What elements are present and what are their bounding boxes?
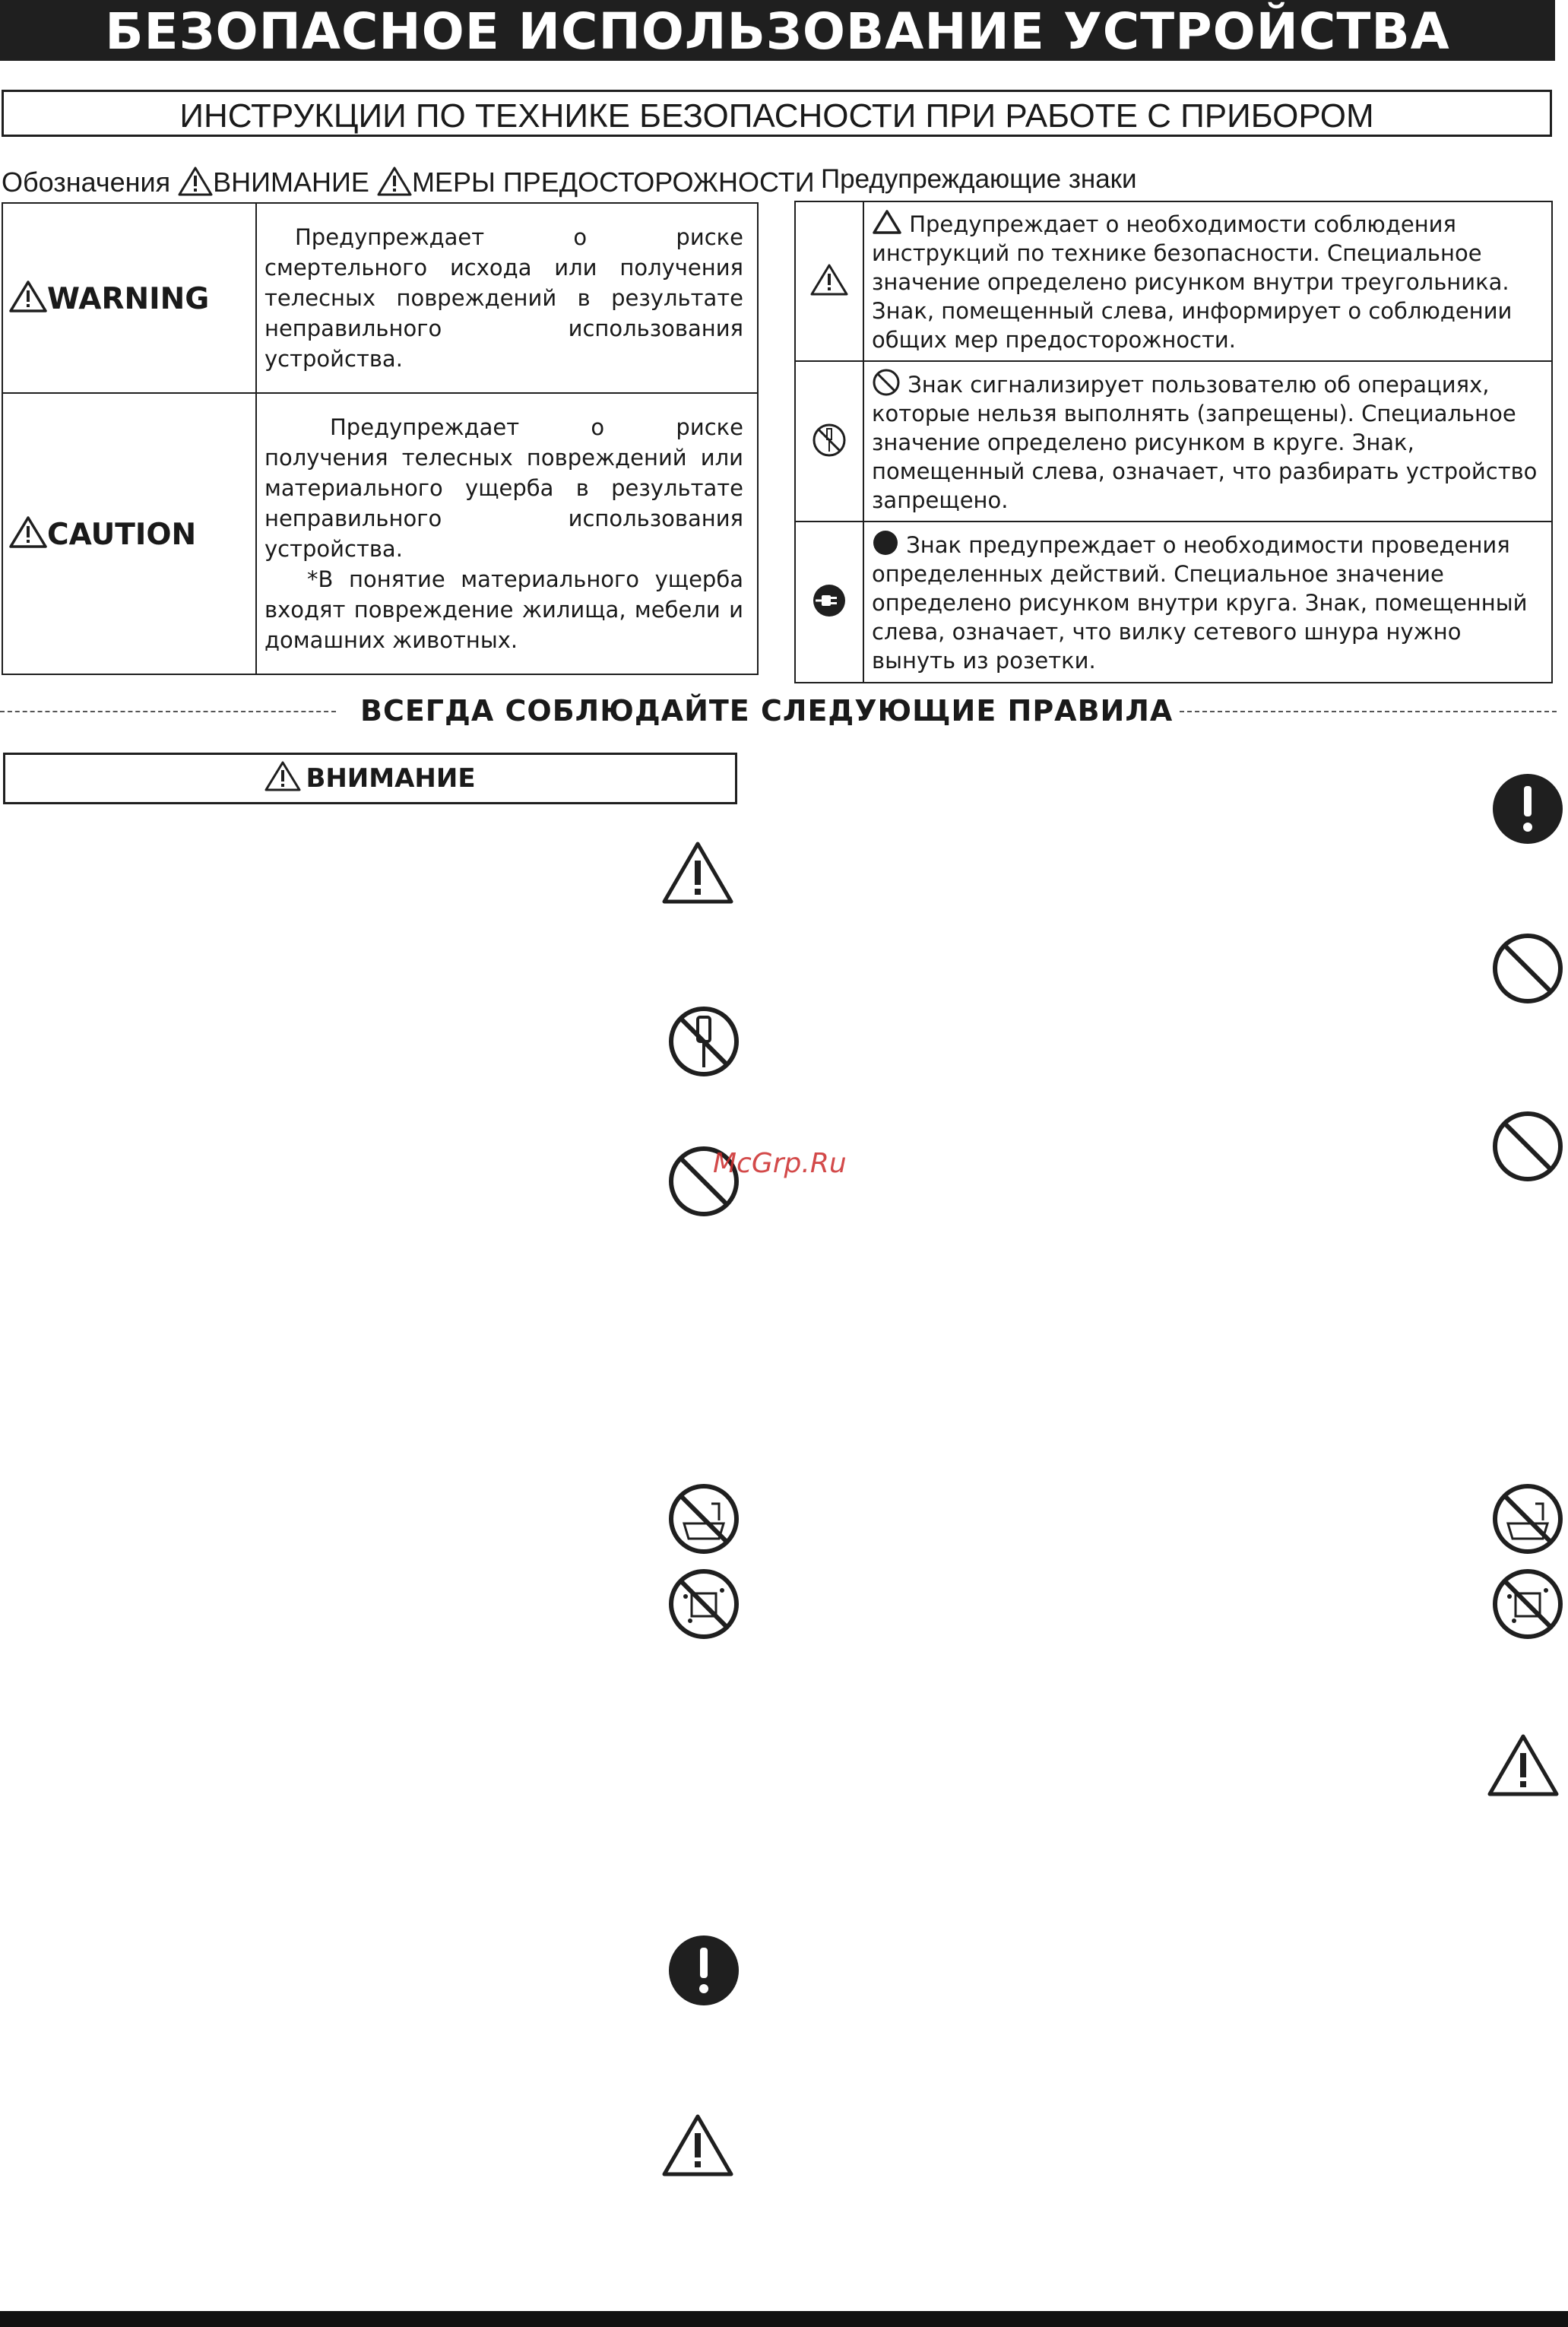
warning-section-header [3, 753, 737, 804]
footer-bar [0, 2311, 1568, 2327]
sign-row-text [863, 361, 1552, 522]
prohibition-icon [1491, 932, 1564, 1005]
no-water-bath-icon [1491, 1482, 1564, 1555]
legend-warning-label: ВНИМАНИЕ [213, 166, 369, 198]
no-wet-hands-icon [1491, 1568, 1564, 1641]
prohibition-icon [872, 368, 901, 397]
sign-caution-text: Предупреждает о необходимости соблюдения инструкций по технике безопасности. Специальное значение определено рисунком внутри треугольника. Знак, помещенный слева, информирует о соблюдении общих мер предосторожности. [872, 211, 1513, 353]
legend-row-warning [2, 203, 758, 393]
triangle-outline-icon [872, 209, 902, 235]
legend-row-description [256, 393, 758, 674]
mandatory-action-icon [667, 1934, 740, 2007]
warning-triangle-icon [178, 166, 213, 196]
legend-caution-label: МЕРЫ ПРЕДОСТОРОЖНОСТИ [411, 166, 815, 198]
legend-prefix: Обозначения [2, 166, 171, 198]
rules-heading: ВСЕГДА СОБЛЮДАЙТЕ СЛЕДУЮЩИЕ ПРАВИЛА [360, 694, 1174, 728]
signs-table [794, 201, 1553, 683]
warning-label: WARNING [47, 282, 210, 316]
no-water-bath-icon [667, 1482, 740, 1555]
page-title: БЕЗОПАСНОЕ ИСПОЛЬЗОВАНИЕ УСТРОЙСТВА [0, 0, 1555, 61]
signs-heading: Предупреждающие знаки [821, 164, 1137, 194]
sign-mandatory-text: Знак предупреждает о необходимости проведения определенных действий. Специальное значение определено рисунком внутри круга. Знак, помещенный слева, означает, что вилку сетевого шнура нужно вынуть из розетки. [872, 532, 1528, 674]
warning-triangle-icon [810, 263, 848, 296]
sign-row-caution [795, 201, 1552, 361]
divider [0, 711, 336, 712]
no-wet-hands-icon [667, 1568, 740, 1641]
legend-table [2, 202, 759, 675]
legend-row-description [256, 203, 758, 393]
warning-triangle-icon [9, 515, 47, 549]
sign-row-icon-cell [795, 201, 863, 361]
warning-box-label: ВНИМАНИЕ [306, 763, 476, 794]
sign-row-mandatory [795, 522, 1552, 683]
divider [1180, 711, 1557, 712]
warning-triangle-icon [265, 760, 301, 792]
legend-row-label [2, 203, 256, 393]
legend-caption [2, 163, 815, 202]
prohibition-icon [1491, 1110, 1564, 1183]
sign-prohibited-text: Знак сигнализирует пользователю об операциях, которые нельзя выполнять (запрещены). Специальное значение определено рисунком в круге. Знак, помещенный слева, означает, что разбирать устройство запрещено. [872, 372, 1538, 513]
warning-description: Предупреждает о риске смертельного исхода или получения телесных повреждений в результате неправильного использования устройства. [265, 224, 743, 372]
warning-triangle-icon [1487, 1733, 1560, 1797]
sign-row-icon-cell [795, 522, 863, 683]
warning-triangle-icon [661, 2113, 734, 2177]
warning-triangle-icon [377, 166, 412, 196]
warning-triangle-icon [9, 280, 47, 313]
caution-footnote: *В понятие материального ущерба входят повреждение жилища, мебели и домашних животных. [265, 566, 743, 653]
sign-row-icon-cell [795, 361, 863, 522]
watermark: McGrp.Ru [713, 1148, 847, 1179]
caution-label: CAUTION [47, 518, 197, 552]
sign-row-text [863, 522, 1552, 683]
mandatory-action-icon [1491, 772, 1564, 845]
filled-circle-icon [872, 529, 899, 556]
caution-description: Предупреждает о риске получения телесных повреждений или материального ущерба в результате неправильного использования устройства. [265, 414, 743, 562]
sign-row-text [863, 201, 1552, 361]
unplug-icon [812, 583, 847, 618]
no-disassembly-icon [667, 1005, 740, 1078]
section-subtitle: ИНСТРУКЦИИ ПО ТЕХНИКЕ БЕЗОПАСНОСТИ ПРИ РАБОТЕ С ПРИБОРОМ [2, 90, 1552, 137]
no-disassembly-icon [812, 423, 847, 458]
legend-row-caution [2, 393, 758, 674]
sign-row-prohibited [795, 361, 1552, 522]
warning-triangle-icon [661, 841, 734, 905]
legend-row-label [2, 393, 256, 674]
